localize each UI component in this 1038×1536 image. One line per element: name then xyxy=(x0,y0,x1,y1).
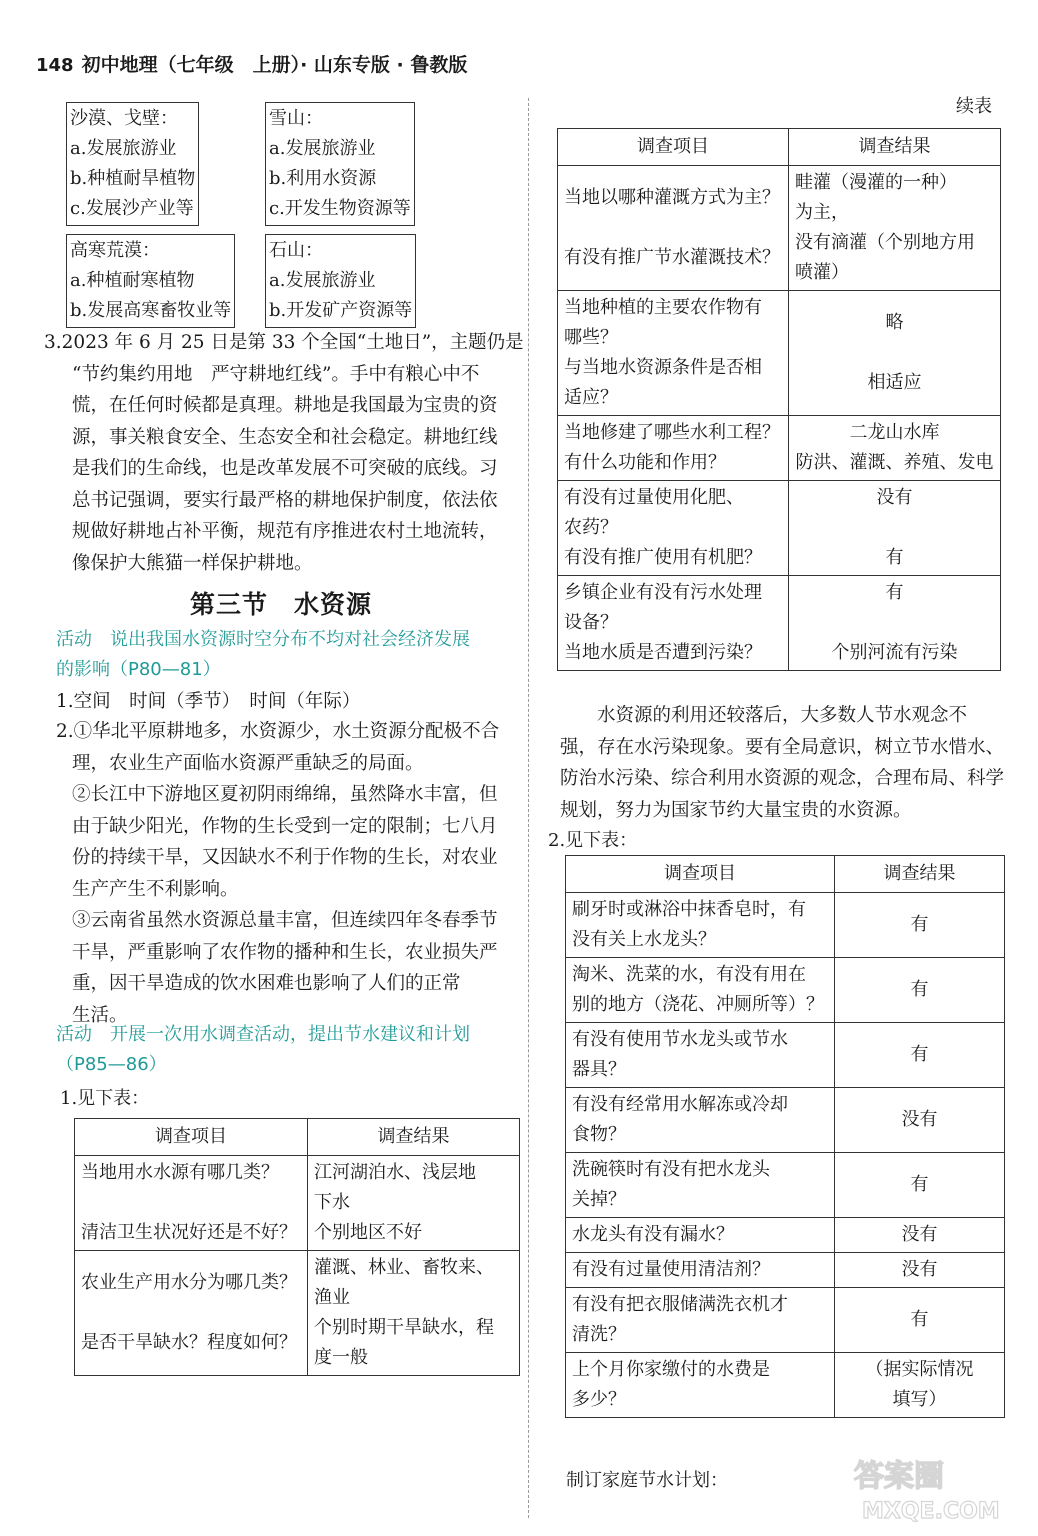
box-line: c.开发生物资源等 xyxy=(269,198,411,219)
cell-line: 没有 xyxy=(876,487,913,508)
cell-line: 清洁卫生状况好还是不好？ xyxy=(81,1222,297,1243)
text-line: 防治水污染、综合利用水资源的观念，合理布局、科学 xyxy=(560,768,1005,789)
cell-spacer xyxy=(564,213,782,243)
cell-line: 当地用水水源有哪几类？ xyxy=(81,1162,279,1183)
cell-line: 二龙山水库 xyxy=(849,422,940,443)
continued-label: 续表 xyxy=(956,96,992,117)
question-cell xyxy=(566,1253,835,1288)
cell-line: 下水 xyxy=(314,1192,350,1213)
text-line: ②长江中下游地区夏初阴雨绵绵，虽然降水丰富，但 xyxy=(72,784,498,805)
column-header: 调查项目 xyxy=(75,1119,308,1156)
text-line: 规做好耕地占补平衡，规范有序推进农村土地流转， xyxy=(72,521,498,542)
box-line: b.开发矿产资源等 xyxy=(269,300,413,321)
box-line: a.发展旅游业 xyxy=(70,138,177,159)
table-row xyxy=(566,1153,1005,1218)
cell-line: 多少？ xyxy=(572,1389,626,1410)
cell-line: 个别时期干旱缺水，程 xyxy=(314,1317,494,1338)
answer-cell: 没有 xyxy=(835,1253,1005,1288)
question-cell xyxy=(558,291,789,416)
cell-line: 水龙头有没有漏水？ xyxy=(572,1224,734,1245)
box-line: 沙漠、戈壁： xyxy=(70,108,178,129)
text-line: 强，存在水污染现象。要有全局意识，树立节水惜水、 xyxy=(560,736,1005,758)
cell-line: 农业生产用水分为哪几类？ xyxy=(81,1272,297,1293)
cell-line: 有 xyxy=(885,547,904,568)
item3-paragraph xyxy=(44,327,522,579)
cell-line: 当地种植的主要农作物有 xyxy=(564,297,762,318)
answer-cell: 没有 xyxy=(835,1218,1005,1253)
watermark-line2: MXQE.COM xyxy=(862,1499,1000,1524)
cell-line: 食物？ xyxy=(572,1124,626,1145)
cell-line: 器具？ xyxy=(572,1059,626,1080)
cell-spacer xyxy=(795,513,994,543)
question-cell xyxy=(75,1251,308,1376)
cell-line: 喷灌） xyxy=(795,262,849,283)
table-row xyxy=(558,576,1001,671)
cell-line: 淘米、洗菜的水，有没有用在 xyxy=(572,964,806,985)
question-cell xyxy=(566,1088,835,1153)
cell-line: 适应？ xyxy=(564,387,618,408)
cell-line: 洗碗筷时有没有把水龙头 xyxy=(572,1159,770,1180)
text-line: 像保护大熊猫一样保护耕地。 xyxy=(72,552,313,574)
cell-line: 哪些？ xyxy=(564,327,618,348)
answer-cell xyxy=(789,291,1001,416)
box-line: a.发展旅游业 xyxy=(269,138,376,159)
cell-spacer xyxy=(795,608,994,638)
cell-line: 与当地水资源条件是否相 xyxy=(564,357,762,378)
cell-line: 相适应 xyxy=(867,372,922,393)
box-line: a.种植耐寒植物 xyxy=(70,270,195,291)
cell-line: 有没有经常用水解冻或冷却 xyxy=(572,1094,788,1115)
cell-line: 有没有过量使用清洁剂？ xyxy=(572,1259,770,1280)
activity-line: 的影响（P80—81） xyxy=(56,659,221,680)
question-cell xyxy=(566,1153,835,1218)
a1-item1 xyxy=(56,686,360,718)
cell-line: 刷牙时或淋浴中抹香皂时，有 xyxy=(572,899,806,920)
table-row xyxy=(558,166,1001,291)
text-line: 份的持续干旱，又因缺水不利于作物的生长，对农业 xyxy=(72,847,498,868)
column-header: 调查结果 xyxy=(835,856,1005,893)
survey-table-1 xyxy=(74,1118,520,1376)
text-line: 1.空间 时间（季节） 时间（年际） xyxy=(56,691,361,712)
cell-line: 有没有把衣服储满洗衣机才 xyxy=(572,1294,788,1315)
box-line: b.种植耐旱植物 xyxy=(70,168,196,189)
cell-line: 度一般 xyxy=(314,1347,368,1368)
text-line: 重，因干旱造成的饮水困难也影响了人们的正常 xyxy=(72,973,461,994)
question-cell xyxy=(566,1023,835,1088)
answer-cell xyxy=(789,416,1001,481)
question-cell xyxy=(558,166,789,291)
activity-heading-2 xyxy=(56,1020,470,1080)
table-row xyxy=(566,1088,1005,1153)
column-header: 调查结果 xyxy=(308,1119,520,1156)
table-row xyxy=(558,416,1001,481)
box-line: 雪山： xyxy=(269,108,323,129)
answer-cell: （据实际情况 填写） xyxy=(835,1353,1005,1418)
text-line: 总书记强调，要实行最严格的耕地保护制度，依法依 xyxy=(72,489,498,511)
cell-line: 防洪、灌溉、养殖、发电 xyxy=(795,452,994,473)
text-line: 2.①华北平原耕地多，水资源少，水土资源分配极不合 xyxy=(56,721,500,742)
watermark-logo xyxy=(848,1452,1020,1524)
box-rock-mountain xyxy=(265,234,416,328)
question-cell xyxy=(566,1288,835,1353)
box-line: b.发展高寒畜牧业等 xyxy=(70,300,232,321)
box-line: b.利用水资源 xyxy=(269,168,377,189)
item2-label: 2.见下表： xyxy=(548,830,638,851)
table-row xyxy=(566,1023,1005,1088)
section-title: 第三节 水资源 xyxy=(190,590,373,619)
cell-spacer xyxy=(81,1188,301,1218)
cell-line: 当地修建了哪些水利工程？ xyxy=(564,422,780,443)
text-line: 是我们的生命线，也是改革发展不可突破的底线。习 xyxy=(72,458,498,479)
cell-line: 农药？ xyxy=(564,517,618,538)
text-line: “节约集约用地 严守耕地红线”。手中有粮心中不 xyxy=(72,363,480,385)
text-line: 生活。 xyxy=(72,1004,128,1026)
table-header-row xyxy=(75,1119,520,1156)
answer-cell xyxy=(308,1156,520,1251)
question-cell xyxy=(75,1156,308,1251)
column-header: 调查项目 xyxy=(558,129,789,166)
question-cell xyxy=(558,576,789,671)
cell-line: 个别河流有污染 xyxy=(831,642,958,663)
answer-cell: 有 xyxy=(835,1288,1005,1353)
cell-line: 没有滴灌（个别地方用 xyxy=(795,232,975,253)
text-line: 源，事关粮食安全、生态安全和社会稳定。耕地红线 xyxy=(72,426,498,448)
cell-line: 个别地区不好 xyxy=(314,1222,422,1243)
table-row xyxy=(566,1353,1005,1418)
cell-line: 有没有使用节水龙头或节水 xyxy=(572,1029,788,1050)
box-line: c.发展沙产业等 xyxy=(70,198,194,219)
cell-line: 上个月你家缴付的水费是 xyxy=(572,1359,770,1380)
cell-line: 为主， xyxy=(795,202,849,223)
text-line: 规划，努力为国家节约大量宝贵的水资源。 xyxy=(560,799,912,821)
cell-line: 江河湖泊水、浅层地 xyxy=(314,1162,476,1183)
text-line: 由于缺少阳光，作物的生长受到一定的限制；七八月 xyxy=(72,815,498,837)
cell-line: 灌溉、林业、畜牧来、 xyxy=(314,1257,494,1278)
activity-line: 活动 开展一次用水调查活动，提出节水建议和计划 xyxy=(56,1024,470,1045)
a2-item1-label: 1.见下表： xyxy=(60,1088,150,1109)
survey-table-3 xyxy=(565,855,1005,1418)
box-line: 高寒荒漠： xyxy=(70,240,160,261)
cell-line: 是否干旱缺水？程度如何？ xyxy=(81,1332,297,1353)
answer-cell xyxy=(789,481,1001,576)
cell-line: 乡镇企业有没有污水处理 xyxy=(564,582,762,603)
answer-cell: 没有 xyxy=(835,1088,1005,1153)
question-cell xyxy=(558,481,789,576)
activity-line: 活动 说出我国水资源时空分布不均对社会经济发展 xyxy=(56,629,470,650)
page-number: 148 xyxy=(36,55,74,76)
cell-line: 有没有推广使用有机肥？ xyxy=(564,547,762,568)
text-line: 慌，在任何时候都是真理。耕地是我国最为宝贵的资 xyxy=(72,395,498,416)
table-row xyxy=(566,1218,1005,1253)
text-line: 水资源的利用还较落后，大多数人节水观念不 xyxy=(560,705,968,726)
plan-label: 制订家庭节水计划： xyxy=(566,1470,728,1491)
summary-paragraph xyxy=(560,700,1006,826)
text-line: 3.2023 年 6 月 25 日是第 33 个全国“土地日”，主题仍是 xyxy=(44,332,524,353)
table-row xyxy=(75,1251,520,1376)
activity-heading-1 xyxy=(56,625,470,685)
cell-line: 设备？ xyxy=(564,612,618,633)
cell-line: 有 xyxy=(885,582,904,603)
table-row xyxy=(558,481,1001,576)
text-line: 理，农业生产面临水资源严重缺乏的局面。 xyxy=(72,752,424,774)
cell-line: 有什么功能和作用？ xyxy=(564,452,726,473)
answer-cell xyxy=(789,166,1001,291)
cell-spacer xyxy=(795,338,994,368)
cell-line: 有没有推广节水灌溉技术？ xyxy=(564,247,780,268)
text-line: ③云南省虽然水资源总量丰富，但连续四年冬春季节 xyxy=(72,910,498,931)
question-cell xyxy=(558,416,789,481)
column-header: 调查项目 xyxy=(566,856,835,893)
answer-cell xyxy=(789,576,1001,671)
box-line: 石山： xyxy=(269,240,323,261)
cell-line: 有没有过量使用化肥、 xyxy=(564,487,744,508)
answer-cell: 有 xyxy=(835,893,1005,958)
table-row xyxy=(566,958,1005,1023)
answer-cell: 有 xyxy=(835,958,1005,1023)
text-line: 生产产生不利影响。 xyxy=(72,878,239,900)
answer-cell: 有 xyxy=(835,1153,1005,1218)
question-cell xyxy=(566,958,835,1023)
page-header xyxy=(36,50,467,77)
cell-line: 略 xyxy=(885,312,904,333)
question-cell xyxy=(566,893,835,958)
box-line: a.发展旅游业 xyxy=(269,270,376,291)
table-row xyxy=(566,1253,1005,1288)
table-row xyxy=(566,1288,1005,1353)
cell-line: 别的地方（浇花、冲厕所等）？ xyxy=(572,994,824,1015)
box-cold-desert xyxy=(66,234,235,328)
cell-line: 关掉？ xyxy=(572,1189,626,1210)
box-desert xyxy=(66,102,199,226)
box-snow-mountain xyxy=(265,102,415,226)
survey-table-continued xyxy=(557,128,1001,671)
cell-line: 当地以哪种灌溉方式为主？ xyxy=(564,187,780,208)
cell-line: 没有关上水龙头？ xyxy=(572,929,716,950)
question-cell xyxy=(566,1218,835,1253)
column-divider xyxy=(528,98,529,1518)
cell-line: 畦灌（漫灌的一种） xyxy=(795,172,957,193)
watermark-line1: 答案圈 xyxy=(854,1459,944,1494)
text-line: 干旱，严重影响了农作物的播种和生长，农业损失严 xyxy=(72,941,498,963)
table-header-row xyxy=(558,129,1001,166)
table-header-row xyxy=(566,856,1005,893)
cell-line: 当地水质是否遭到污染？ xyxy=(564,642,762,663)
column-header: 调查结果 xyxy=(789,129,1001,166)
answer-cell: 有 xyxy=(835,1023,1005,1088)
activity-line: （P85—86） xyxy=(56,1054,167,1075)
a1-item2 xyxy=(56,716,526,1031)
question-cell xyxy=(566,1353,835,1418)
answer-cell xyxy=(308,1251,520,1376)
cell-spacer xyxy=(81,1298,301,1328)
cell-line: 渔业 xyxy=(314,1287,350,1308)
table-row xyxy=(558,291,1001,416)
cell-line: 清洗？ xyxy=(572,1324,626,1345)
table-row xyxy=(566,893,1005,958)
table-row xyxy=(75,1156,520,1251)
book-title: 初中地理（七年级 上册）· 山东专版 · 鲁教版 xyxy=(81,54,468,76)
